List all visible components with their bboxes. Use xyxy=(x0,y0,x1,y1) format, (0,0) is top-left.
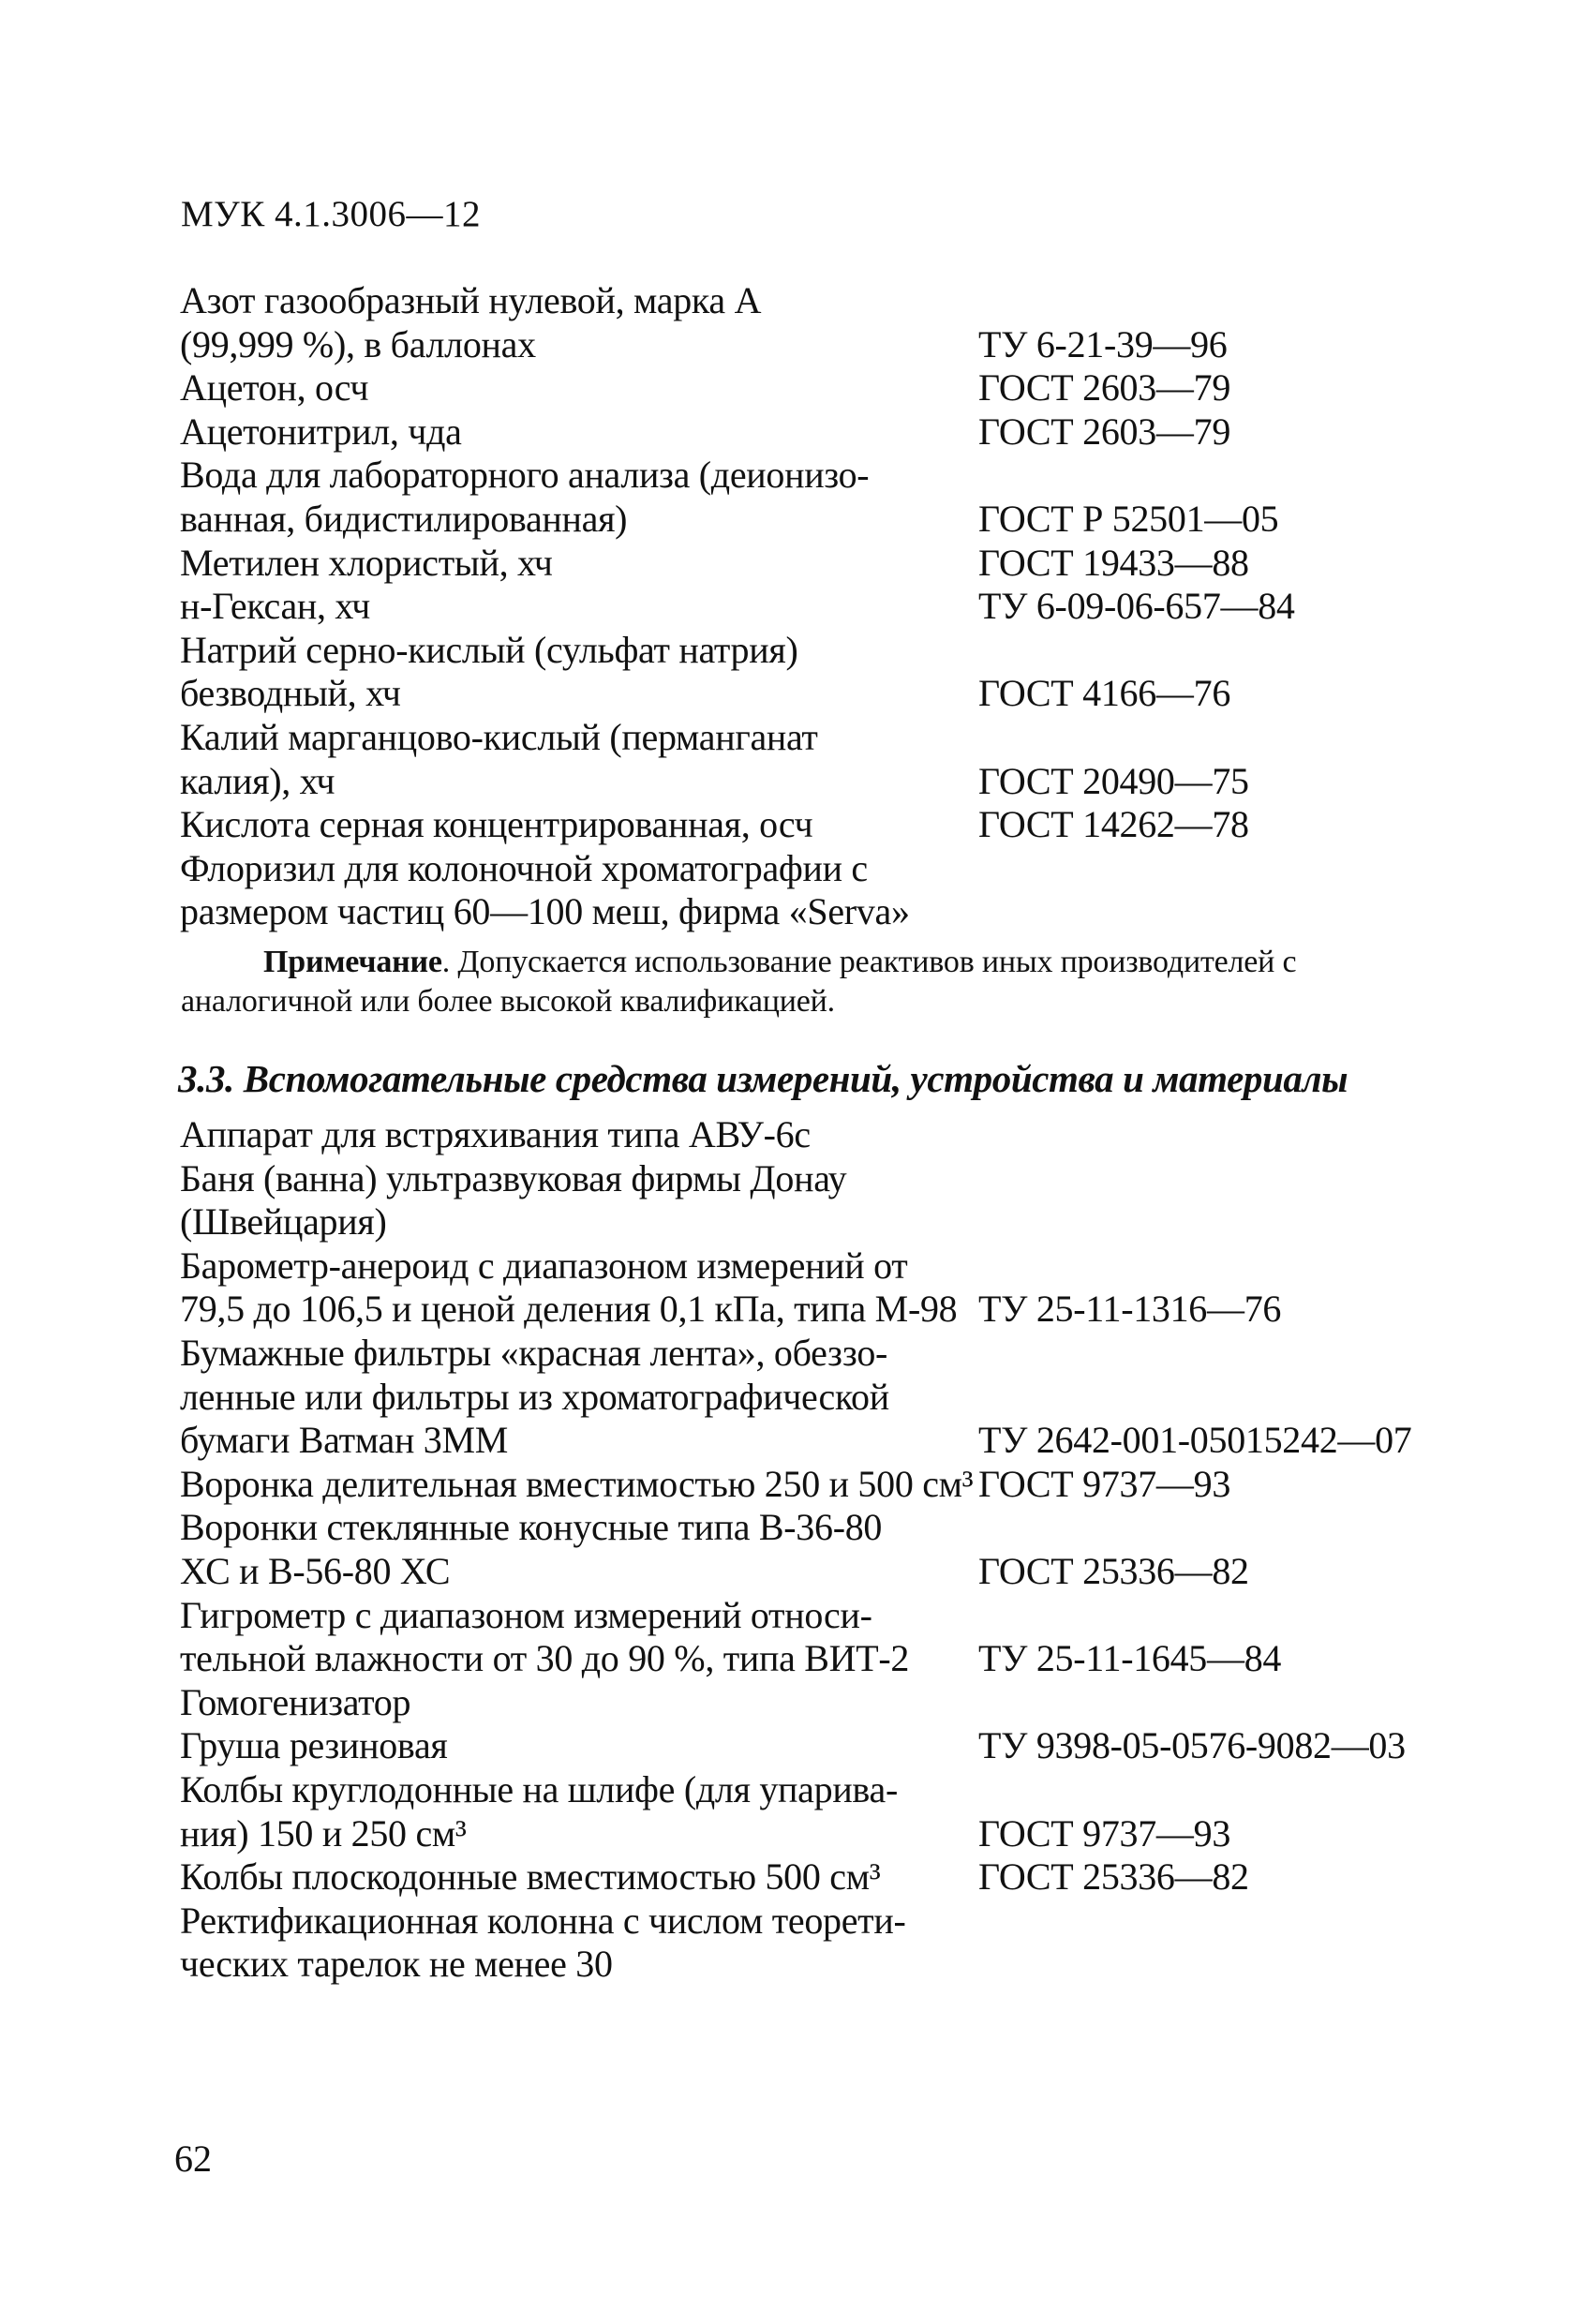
equipment-standard: ГОСТ 25336—82 xyxy=(978,1549,1249,1592)
reagent-name xyxy=(180,629,978,716)
equipment-name-line: (Швейцария) xyxy=(180,1200,387,1244)
reagent-name-line: размером частиц 60—100 меш, фирма «Serva» xyxy=(180,890,910,933)
equipment-name xyxy=(180,1113,978,1157)
equipment-name-line: Аппарат для встряхивания типа АВУ-6с xyxy=(180,1113,811,1155)
note-paragraph xyxy=(181,943,1427,1021)
equipment-name-line: Колбы круглодонные на шлифе (для упарива- xyxy=(180,1767,898,1810)
equipment-name-line: тельной влажности от 30 до 90 %, типа ВИТ-2 xyxy=(180,1637,910,1680)
reagent-standard: ТУ 6-09-06-657—84 xyxy=(978,585,1295,628)
equipment-name xyxy=(180,1899,978,1987)
equipment-row xyxy=(180,1768,1454,1855)
reagent-name-line: Натрий серно-кислый (сульфат натрия) xyxy=(180,628,798,671)
reagent-name xyxy=(180,847,978,934)
reagent-name-line: Азот газообразный нулевой, марка А xyxy=(180,279,762,321)
equipment-name-line: Колбы плоскодонные вместимостью 500 см³ xyxy=(180,1855,881,1899)
reagent-name-line: безводный, хч xyxy=(180,672,401,715)
reagent-name-line: Метилен хлористый, хч xyxy=(180,541,553,584)
equipment-name-line: ческих тарелок не менее 30 xyxy=(180,1943,613,1986)
equipment-row xyxy=(180,1681,1454,1725)
equipment-standard: ГОСТ 25336—82 xyxy=(978,1855,1249,1899)
equipment-standard: ГОСТ 9737—93 xyxy=(978,1462,1231,1505)
equipment-name-line: ленные или фильтры из хроматографической xyxy=(180,1375,889,1418)
equipment-name-line: Гомогенизатор xyxy=(180,1680,411,1723)
equipment-name-line: бумаги Ватман 3ММ xyxy=(180,1419,509,1462)
page-number: 62 xyxy=(174,2138,212,2180)
equipment-name-line: ния) 150 и 250 см³ xyxy=(180,1811,467,1855)
equipment-row xyxy=(180,1463,1454,1507)
reagent-name xyxy=(180,542,978,586)
equipment-row xyxy=(180,1113,1454,1157)
equipment-row xyxy=(180,1899,1454,1987)
reagent-row xyxy=(180,279,1454,366)
equipment-row xyxy=(180,1506,1454,1593)
equipment-name-line: Гигрометр с диапазоном измерений относи- xyxy=(180,1593,872,1636)
equipment-name xyxy=(180,1463,978,1507)
reagent-name-line: Калий марганцово-кислый (перманганат xyxy=(180,715,818,758)
equipment-standard: ТУ 25-11-1645—84 xyxy=(978,1637,1282,1680)
reagent-standard: ГОСТ 20490—75 xyxy=(978,759,1249,802)
reagent-name xyxy=(180,410,978,454)
equipment-list xyxy=(180,1113,1454,1987)
reagent-row xyxy=(180,803,1454,847)
reagent-name-line: (99,999 %), в баллонах xyxy=(180,322,536,365)
reagent-name-line: Вода для лабораторного анализа (деионизо- xyxy=(180,454,870,497)
equipment-name-line: Воронки стеклянные конусные типа В-36-80 xyxy=(180,1506,883,1549)
reagent-row xyxy=(180,847,1454,934)
equipment-name xyxy=(180,1332,978,1463)
reagent-standard: ГОСТ 2603—79 xyxy=(978,410,1231,453)
equipment-standard: ТУ 25-11-1316—76 xyxy=(978,1288,1282,1331)
equipment-name-line: Баня (ванна) ультразвуковая фирмы Донау xyxy=(180,1156,847,1199)
note-label: Примечание xyxy=(263,945,442,979)
reagent-name xyxy=(180,454,978,541)
reagent-row xyxy=(180,716,1454,803)
equipment-name-line: Бумажные фильтры «красная лента», обеззо- xyxy=(180,1331,888,1374)
reagent-name xyxy=(180,279,978,366)
reagent-name-line: Ацетон, осч xyxy=(180,366,369,410)
section-title: 3.3. Вспомогательные средства измерений, устройства и материалы xyxy=(178,1057,1348,1100)
equipment-name-line: 79,5 до 106,5 и ценой деления 0,1 кПа, типа М-98 xyxy=(180,1288,958,1331)
equipment-name xyxy=(180,1157,978,1244)
equipment-standard: ТУ 2642-001-05015242—07 xyxy=(978,1419,1412,1462)
equipment-name-line: Воронка делительная вместимостью 250 и 500 см³ xyxy=(180,1462,974,1505)
reagent-standard: ГОСТ 14262—78 xyxy=(978,803,1249,846)
equipment-row xyxy=(180,1855,1454,1899)
reagent-name-line: Флоризил для колоночной хроматографии с xyxy=(180,846,868,889)
reagent-row xyxy=(180,542,1454,586)
equipment-name xyxy=(180,1244,978,1332)
equipment-name xyxy=(180,1681,978,1725)
reagent-row xyxy=(180,366,1454,410)
reagent-standard: ГОСТ Р 52501—05 xyxy=(978,497,1279,540)
equipment-name xyxy=(180,1594,978,1681)
note xyxy=(181,943,1427,1021)
reagent-row xyxy=(180,629,1454,716)
reagent-name-line: калия), хч xyxy=(180,759,335,802)
reagent-standard: ГОСТ 19433—88 xyxy=(978,541,1249,584)
equipment-row xyxy=(180,1157,1454,1244)
equipment-row xyxy=(180,1724,1454,1768)
equipment-row xyxy=(180,1332,1454,1463)
equipment-name xyxy=(180,1506,978,1593)
equipment-name-line: Барометр-анероид с диапазоном измерений от xyxy=(180,1244,908,1287)
reagent-name xyxy=(180,716,978,803)
equipment-standard: ТУ 9398-05-0576-9082—03 xyxy=(978,1724,1406,1767)
equipment-name-line: ХС и В-56-80 ХС xyxy=(180,1549,451,1592)
equipment-name-line: Груша резиновая xyxy=(180,1724,448,1767)
equipment-row xyxy=(180,1244,1454,1332)
equipment-name xyxy=(180,1855,978,1899)
document-code: МУК 4.1.3006—12 xyxy=(181,194,482,234)
equipment-row xyxy=(180,1594,1454,1681)
equipment-standard: ГОСТ 9737—93 xyxy=(978,1811,1231,1855)
reagent-standard: ГОСТ 2603—79 xyxy=(978,366,1231,410)
reagent-name xyxy=(180,366,978,410)
reagent-name-line: н-Гексан, хч xyxy=(180,585,370,628)
reagent-standard: ТУ 6-21-39—96 xyxy=(978,322,1228,365)
note-text: . Допускается использование реактивов иных производителей с аналогичной или более высокой квалификацией. xyxy=(181,945,1297,1019)
equipment-name-line: Ректификационная колонна с числом теорети- xyxy=(180,1899,906,1942)
reagent-name xyxy=(180,803,978,847)
reagent-row xyxy=(180,585,1454,629)
reagent-name-line: Кислота серная концентрированная, осч xyxy=(180,803,813,846)
equipment-name xyxy=(180,1768,978,1855)
equipment-name xyxy=(180,1724,978,1768)
reagent-name xyxy=(180,585,978,629)
reagent-name-line: ванная, бидистилированная) xyxy=(180,497,628,540)
reagent-name-line: Ацетонитрил, чда xyxy=(180,410,462,453)
reagents-list xyxy=(180,279,1454,934)
reagent-row xyxy=(180,454,1454,541)
reagent-row xyxy=(180,410,1454,454)
reagent-standard: ГОСТ 4166—76 xyxy=(978,672,1231,715)
